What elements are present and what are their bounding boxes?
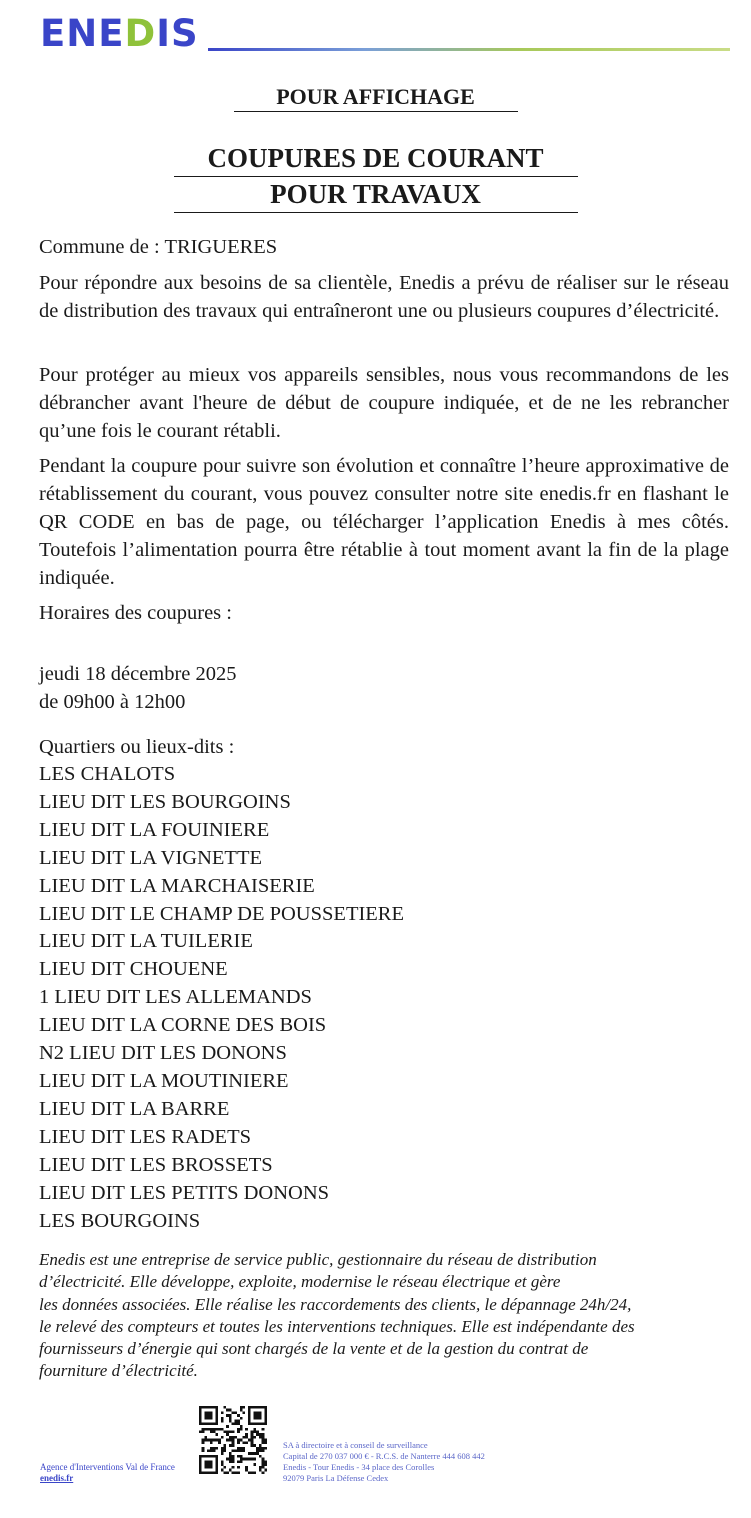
list-item: LIEU DIT LES RADETS [39,1125,252,1148]
paragraph-intro: Pour répondre aux besoins de sa clientèle, Enedis a prévu de réaliser sur le réseau de distribution des travaux qui entraîneront une ou plusieurs coupures d’électricité. [39,272,729,322]
list-item: LIEU DIT LES PETITS DONONS [39,1181,330,1204]
legal-line: Capital de 270 037 000 € - R.C.S. de Nanterre 444 608 442 [283,1451,485,1461]
outage-time-range: de 09h00 à 12h00 [39,691,186,713]
affichage-heading: POUR AFFICHAGE [0,84,751,112]
company-description-line: d’électricité. Elle développe, exploite, modernise le réseau électrique et gère [39,1272,561,1292]
qr-code-icon[interactable] [199,1406,267,1474]
list-item: LIEU DIT LES BROSSETS [39,1153,273,1176]
quartiers-label: Quartiers ou lieux-dits : [39,736,235,758]
commune: Commune de : TRIGUERES [39,236,278,258]
logo-wordmark: ENEDIS [40,12,199,55]
legal-line: SA à directoire et à conseil de surveillance [283,1440,428,1450]
list-item: 1 LIEU DIT LES ALLEMANDS [39,986,312,1009]
company-description-line: fourniture d’électricité. [39,1361,198,1381]
logo-gradient-rule [208,48,730,51]
legal-line: 92079 Paris La Défense Cedex [283,1473,389,1483]
site-link[interactable]: enedis.fr [40,1473,74,1483]
company-description-line: les données associées. Elle réalise les raccordements des clients, le dépannage 24h/24, [39,1294,632,1314]
list-item: LIEU DIT LES BOURGOINS [39,790,291,813]
company-description-line: fournisseurs d’énergie qui sont chargés de la vente et de la gestion du contrat de [39,1339,589,1359]
legal-info [283,1440,485,1484]
agence-name: Agence d'Interventions Val de France [40,1462,175,1472]
list-item: LIEU DIT LA MOUTINIERE [39,1069,289,1092]
lieux-list [39,761,404,1235]
agence-block [40,1462,175,1484]
list-item: LIEU DIT LA FOUINIERE [39,818,270,841]
list-item: LIEU DIT CHOUENE [39,958,228,981]
list-item: LIEU DIT LA VIGNETTE [39,846,262,869]
list-item: LES BOURGOINS [39,1209,201,1232]
paragraph-advice: Pour protéger au mieux vos appareils sensibles, nous vous recommandons de les débrancher avant l'heure de début de coupure indiquée, et de ne les rebrancher qu’une fois le courant rétabli. [39,364,729,442]
title-line-2: POUR TRAVAUX [0,179,751,213]
list-item: LIEU DIT LA CORNE DES BOIS [39,1014,327,1037]
enedis-logo [40,12,730,56]
list-item: LIEU DIT LE CHAMP DE POUSSETIERE [39,902,405,925]
list-item: LIEU DIT LA TUILERIE [39,930,253,953]
company-description [39,1249,729,1383]
legal-line: Enedis - Tour Enedis - 34 place des Corolles [283,1462,435,1472]
list-item: LIEU DIT LA MARCHAISERIE [39,874,315,897]
company-description-line: Enedis est une entreprise de service public, gestionnaire du réseau de distribution [39,1250,597,1269]
list-item: LES CHALOTS [39,763,176,785]
list-item: LIEU DIT LA BARRE [39,1097,230,1120]
horaires-label: Horaires des coupures : [39,602,232,624]
outage-date: jeudi 18 décembre 2025 [39,663,237,685]
list-item: N2 LIEU DIT LES DONONS [39,1042,287,1065]
paragraph-follow-up: Pendant la coupure pour suivre son évolution et connaître l’heure approximative de rétablissement du courant, vous pouvez consulter notre site enedis.fr en flashant le QR CODE en bas de page, ou télécharger l’application Enedis à mes côtés. Toutefois l’alimentation pourra être rétablie à tout moment avant la fin de la plage indiquée. [39,455,729,589]
company-description-line: le relevé des compteurs et toutes les interventions techniques. Elle est indépendante des [39,1316,635,1336]
title-line-1: COUPURES DE COURANT [0,143,751,177]
